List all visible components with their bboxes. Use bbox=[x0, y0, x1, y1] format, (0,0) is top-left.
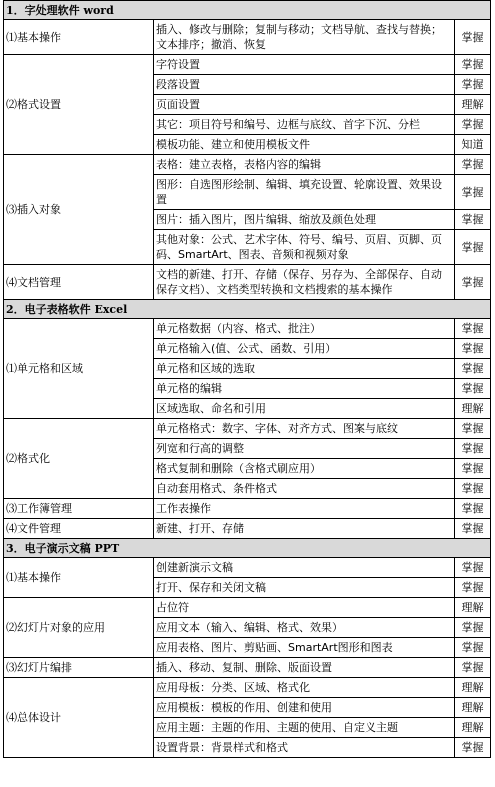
content-cell: 设置背景：背景样式和格式 bbox=[154, 738, 455, 758]
level-cell: 掌握 bbox=[455, 230, 491, 265]
level-cell: 掌握 bbox=[455, 439, 491, 459]
content-cell: 插入、修改与删除；复制与移动；文档导航、查找与替换；文本排序；撤消、恢复 bbox=[154, 20, 455, 55]
category-cell: ⑶工作簿管理 bbox=[4, 499, 154, 519]
level-cell: 理解 bbox=[455, 598, 491, 618]
category-cell: ⑴基本操作 bbox=[4, 558, 154, 598]
level-cell: 掌握 bbox=[455, 578, 491, 598]
category-cell: ⑴单元格和区域 bbox=[4, 319, 154, 419]
section-header-word bbox=[4, 1, 491, 20]
content-cell: 字符设置 bbox=[154, 55, 455, 75]
content-cell: 创建新演示文稿 bbox=[154, 558, 455, 578]
table-row bbox=[4, 678, 491, 698]
section-header-excel bbox=[4, 300, 491, 319]
level-cell: 掌握 bbox=[455, 459, 491, 479]
section-title: 2．电子表格软件 Excel bbox=[4, 300, 491, 319]
content-cell: 其它：项目符号和编号、边框与底纹、首字下沉、分栏 bbox=[154, 115, 455, 135]
level-cell: 掌握 bbox=[455, 658, 491, 678]
content-cell: 页面设置 bbox=[154, 95, 455, 115]
table-row bbox=[4, 419, 491, 439]
level-cell: 掌握 bbox=[455, 618, 491, 638]
category-cell: ⑷总体设计 bbox=[4, 678, 154, 758]
content-cell: 自动套用格式、条件格式 bbox=[154, 479, 455, 499]
content-cell: 列宽和行高的调整 bbox=[154, 439, 455, 459]
content-cell: 单元格格式：数字、字体、对齐方式、图案与底纹 bbox=[154, 419, 455, 439]
level-cell: 掌握 bbox=[455, 210, 491, 230]
category-cell: ⑷文档管理 bbox=[4, 265, 154, 300]
level-cell: 掌握 bbox=[455, 359, 491, 379]
content-cell: 单元格的编辑 bbox=[154, 379, 455, 399]
level-cell: 掌握 bbox=[455, 519, 491, 539]
level-cell: 掌握 bbox=[455, 499, 491, 519]
content-cell: 应用表格、图片、剪贴画、SmartArt图形和图表 bbox=[154, 638, 455, 658]
content-cell: 应用母板：分类、区域、格式化 bbox=[154, 678, 455, 698]
content-cell: 单元格和区域的选取 bbox=[154, 359, 455, 379]
section-header-ppt bbox=[4, 539, 491, 558]
level-cell: 掌握 bbox=[455, 419, 491, 439]
level-cell: 掌握 bbox=[455, 558, 491, 578]
content-cell: 图形：自选图形绘制、编辑、填充设置、轮廓设置、效果设置 bbox=[154, 175, 455, 210]
category-cell: ⑶幻灯片编排 bbox=[4, 658, 154, 678]
content-cell: 新建、打开、存储 bbox=[154, 519, 455, 539]
category-cell: ⑶插入对象 bbox=[4, 155, 154, 265]
syllabus-table bbox=[3, 0, 491, 758]
content-cell: 格式复制和删除（含格式刷应用） bbox=[154, 459, 455, 479]
category-cell: ⑵格式化 bbox=[4, 419, 154, 499]
level-cell: 理解 bbox=[455, 678, 491, 698]
level-cell: 掌握 bbox=[455, 175, 491, 210]
content-cell: 占位符 bbox=[154, 598, 455, 618]
level-cell: 理解 bbox=[455, 399, 491, 419]
level-cell: 掌握 bbox=[455, 319, 491, 339]
content-cell: 段落设置 bbox=[154, 75, 455, 95]
content-cell: 其他对象：公式、艺术字体、符号、编号、页眉、页脚、页码、SmartArt、图表、音频和视频对象 bbox=[154, 230, 455, 265]
category-cell: ⑴基本操作 bbox=[4, 20, 154, 55]
table-row bbox=[4, 598, 491, 618]
table-row bbox=[4, 55, 491, 75]
table-row bbox=[4, 499, 491, 519]
level-cell: 掌握 bbox=[455, 339, 491, 359]
level-cell: 理解 bbox=[455, 95, 491, 115]
table-row bbox=[4, 558, 491, 578]
category-cell: ⑷文件管理 bbox=[4, 519, 154, 539]
level-cell: 掌握 bbox=[455, 75, 491, 95]
section-title: 1．字处理软件 word bbox=[4, 1, 491, 20]
level-cell: 掌握 bbox=[455, 379, 491, 399]
level-cell: 知道 bbox=[455, 135, 491, 155]
content-cell: 图片：插入图片，图片编辑、缩放及颜色处理 bbox=[154, 210, 455, 230]
content-cell: 区域选取、命名和引用 bbox=[154, 399, 455, 419]
table-row bbox=[4, 519, 491, 539]
level-cell: 掌握 bbox=[455, 738, 491, 758]
level-cell: 掌握 bbox=[455, 638, 491, 658]
content-cell: 应用主题：主题的作用、主题的使用、自定义主题 bbox=[154, 718, 455, 738]
table-row bbox=[4, 20, 491, 55]
content-cell: 模板功能、建立和使用模板文件 bbox=[154, 135, 455, 155]
content-cell: 单元格数据（内容、格式、批注） bbox=[154, 319, 455, 339]
content-cell: 应用模板：模板的作用、创建和使用 bbox=[154, 698, 455, 718]
level-cell: 掌握 bbox=[455, 55, 491, 75]
content-cell: 应用文本（输入、编辑、格式、效果） bbox=[154, 618, 455, 638]
level-cell: 掌握 bbox=[455, 265, 491, 300]
table-row bbox=[4, 265, 491, 300]
table-row bbox=[4, 155, 491, 175]
content-cell: 表格：建立表格，表格内容的编辑 bbox=[154, 155, 455, 175]
table-row bbox=[4, 319, 491, 339]
level-cell: 掌握 bbox=[455, 479, 491, 499]
level-cell: 理解 bbox=[455, 718, 491, 738]
table-row bbox=[4, 658, 491, 678]
level-cell: 掌握 bbox=[455, 115, 491, 135]
content-cell: 打开、保存和关闭文稿 bbox=[154, 578, 455, 598]
level-cell: 理解 bbox=[455, 698, 491, 718]
section-title: 3．电子演示文稿 PPT bbox=[4, 539, 491, 558]
category-cell: ⑵格式设置 bbox=[4, 55, 154, 155]
content-cell: 插入、移动、复制、删除、版面设置 bbox=[154, 658, 455, 678]
content-cell: 工作表操作 bbox=[154, 499, 455, 519]
level-cell: 掌握 bbox=[455, 20, 491, 55]
content-cell: 单元格输入(值、公式、函数、引用） bbox=[154, 339, 455, 359]
level-cell: 掌握 bbox=[455, 155, 491, 175]
category-cell: ⑵幻灯片对象的应用 bbox=[4, 598, 154, 658]
content-cell: 文档的新建、打开、存储（保存、另存为、全部保存、自动保存文档）、文档类型转换和文档搜索的基本操作 bbox=[154, 265, 455, 300]
